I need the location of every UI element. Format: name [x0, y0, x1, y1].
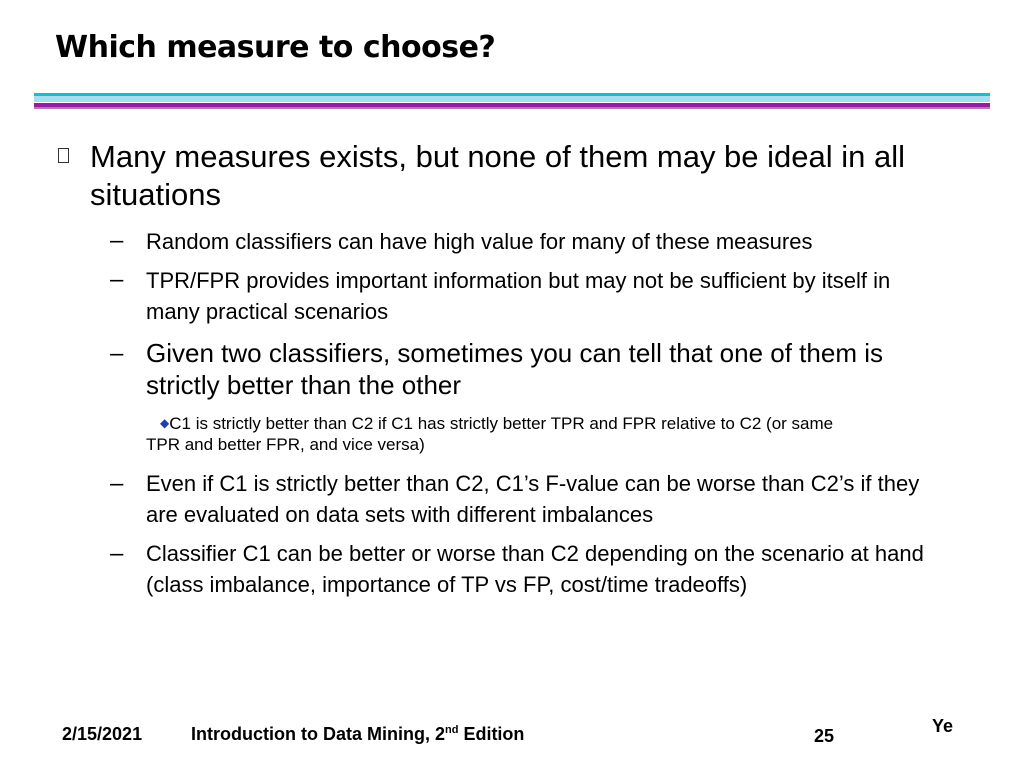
sub-item-3: Given two classifiers, sometimes you can tell that one of them is strictly better than the other [146, 338, 883, 400]
sub-item-4: Even if C1 is strictly better than C2, C1’s F-value can be worse than C2’s if they are evaluated on data sets with different imbalances [146, 471, 920, 527]
dash-bullet: – [110, 227, 124, 254]
square-bullet-icon [58, 148, 69, 163]
sub-item-2: TPR/FPR provides important information but may not be sufficient by itself in many practical scenarios [146, 268, 891, 324]
title-divider-light-purple [34, 107, 990, 109]
title-divider-light-teal [34, 96, 990, 102]
dash-bullet: – [110, 540, 124, 567]
sub-item-5: Classifier C1 can be better or worse than C2 depending on the scenario at hand (class imbalance, importance of TP vs FP, cost/time tradeoffs) [146, 541, 924, 597]
sub-sub-item-text-1: C1 is strictly better than C2 if C1 has strictly better TPR and FPR relative to C2 (or same [169, 414, 834, 433]
dash-bullet: – [110, 340, 124, 367]
sub-sub-item-line-2: TPR and better FPR, and vice versa) [146, 435, 425, 454]
footer-course-title-end: Edition [458, 724, 525, 744]
sub-sub-item-line-1 [160, 412, 960, 435]
footer-author: Ye [932, 716, 954, 736]
diamond-bullet-icon: ◆ [160, 416, 170, 430]
dash-bullet: – [110, 470, 124, 497]
sub-item-1: Random classifiers can have high value for many of these measures [146, 229, 813, 254]
footer-course-title-sup: nd [444, 724, 459, 736]
footer-course-title [191, 724, 524, 745]
main-bullet-text: Many measures exists, but none of them may be ideal in all situations [90, 139, 906, 212]
dash-bullet: – [110, 266, 124, 293]
footer-date: 2/15/2021 [62, 724, 143, 744]
page-number: 25 [814, 726, 835, 746]
slide-title: Which measure to choose? [55, 30, 496, 65]
footer-course-title-main: Introduction to Data Mining, 2 [191, 724, 445, 744]
